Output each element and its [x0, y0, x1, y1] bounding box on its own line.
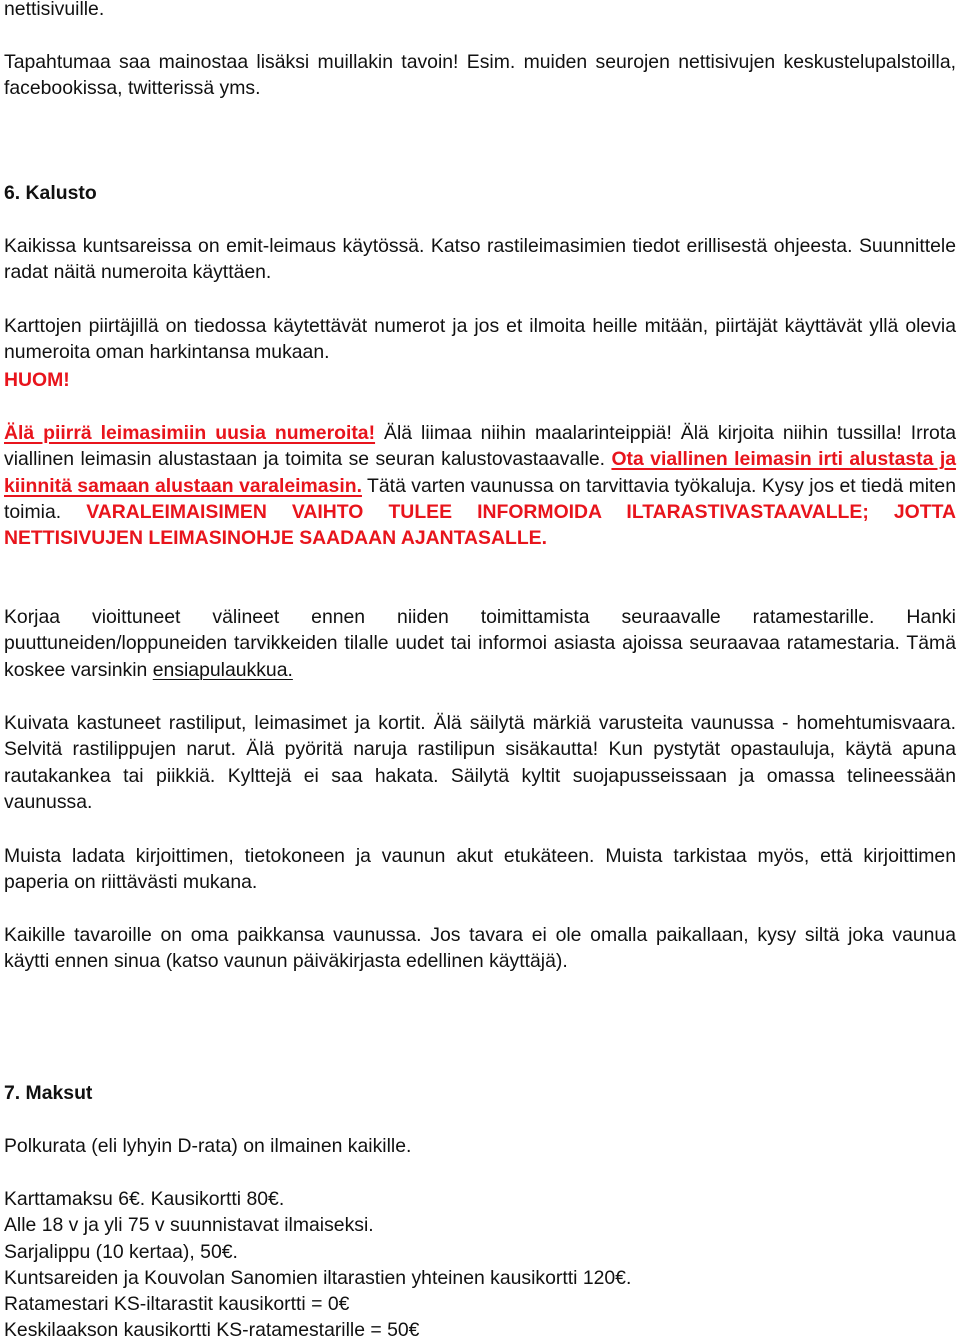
- paragraph-batteries: Muista ladata kirjoittimen, tietokoneen ja vaunun akut etukäteen. Muista tarkistaa myös, että kirjoittimen paperia on riittävästi mukana.: [4, 845, 956, 894]
- repair-text: Korjaa vioittuneet välineet ennen niiden toimittamista seuraavalle ratamestarille. Hanki puuttuneiden/loppuneiden tarvikkeiden tilalle uudet tai informoi asiasta ajoissa seuraavaa ratamestaria. Tämä koskee varsinkin: [4, 606, 956, 681]
- paragraph-huom: [4, 420, 956, 551]
- paragraph-continuation: nettisivuille.: [4, 0, 105, 20]
- warning-inform-caps: VARALEIMAISIMEN VAIHTO TULEE INFORMOIDA ILTARASTIVASTAAVALLE; JOTTA NETTISIVUJEN LEIMASINOHJE SAADAAN AJANTASALLE.: [4, 500, 956, 550]
- paragraph-polkurata: Polkurata (eli lyhyin D-rata) on ilmainen kaikille.: [4, 1135, 412, 1157]
- fee-line: Keskilaakson kausikortti KS-ratamestarille = 50€: [4, 1319, 420, 1342]
- paragraph-repair: [4, 604, 956, 683]
- paragraph-advertising: Tapahtumaa saa mainostaa lisäksi muillakin tavoin! Esim. muiden seurojen nettisivujen keskustelupalstoilla, facebookissa, twitterissä yms.: [4, 51, 956, 100]
- fee-line: Sarjalippu (10 kertaa), 50€.: [4, 1240, 238, 1263]
- paragraph-drying: Kuivata kastuneet rastiliput, leimasimet ja kortit. Älä säilytä märkiä varusteita vaunussa - homehtumisvaara. Selvitä rastilippujen narut. Älä pyöritä naruja rastilipun sisäkautta! Kun pystytät opastauluja, käytä apuna rautakankea tai piikkiä. Kylttejä ei saa hakata. Säilytä kyltit suojapusseissaan ja omassa telineessään vaunussa.: [4, 712, 956, 813]
- huom-label: HUOM!: [4, 369, 70, 391]
- paragraph-piirtajat: Karttojen piirtäjillä on tiedossa käytettävät numerot ja jos et ilmoita heille mitään, piirtäjät käyttävät yllä olevia numeroita oman harkintansa mukaan.: [4, 315, 956, 364]
- section-heading-maksut: 7. Maksut: [4, 1082, 93, 1104]
- fees-list: [4, 1186, 956, 1344]
- warning-no-numbers: Älä piirrä leimasimiin uusia numeroita!: [4, 422, 376, 444]
- huom-text-1: Älä liimaa niihin maalarinteippiä! Älä kirjoita niihin tussilla! Irrota viallinen leimasin alustastaan ja toimita se seuran kalustovastaavalle.: [4, 422, 956, 471]
- paragraph-emit: Kaikissa kuntsareissa on emit-leimaus käytössä. Katso rastileimasimien tiedot erillisestä ohjeesta. Suunnittele radat näitä numeroita käyttäen.: [4, 235, 956, 284]
- warning-replace-stamp: Ota viallinen leimasin irti alustasta ja kiinnitä samaan alustaan varaleimasin.: [4, 448, 957, 497]
- section-heading-kalusto: 6. Kalusto: [4, 182, 97, 204]
- fee-line: Karttamaksu 6€. Kausikortti 80€.: [4, 1188, 285, 1210]
- fee-line: Kuntsareiden ja Kouvolan Sanomien iltarastien yhteinen kausikortti 120€.: [4, 1266, 632, 1289]
- paragraph-storage: Kaikille tavaroille on oma paikkansa vaunussa. Jos tavara ei ole omalla paikallaan, kysy siltä joka vaunua käytti ennen sinua (katso vaunun päiväkirjasta edellinen käyttäjä).: [4, 924, 956, 973]
- first-aid-link[interactable]: ensiapulaukkua.: [152, 658, 293, 681]
- huom-text-2: Tätä varten vaunussa on tarvittavia työkaluja. Kysy jos et tiedä miten toimia.: [4, 474, 956, 523]
- fee-line: Ratamestari KS-iltarastit kausikortti = 0€: [4, 1293, 350, 1316]
- fee-line: Alle 18 v ja yli 75 v suunnistavat ilmaiseksi.: [4, 1214, 374, 1237]
